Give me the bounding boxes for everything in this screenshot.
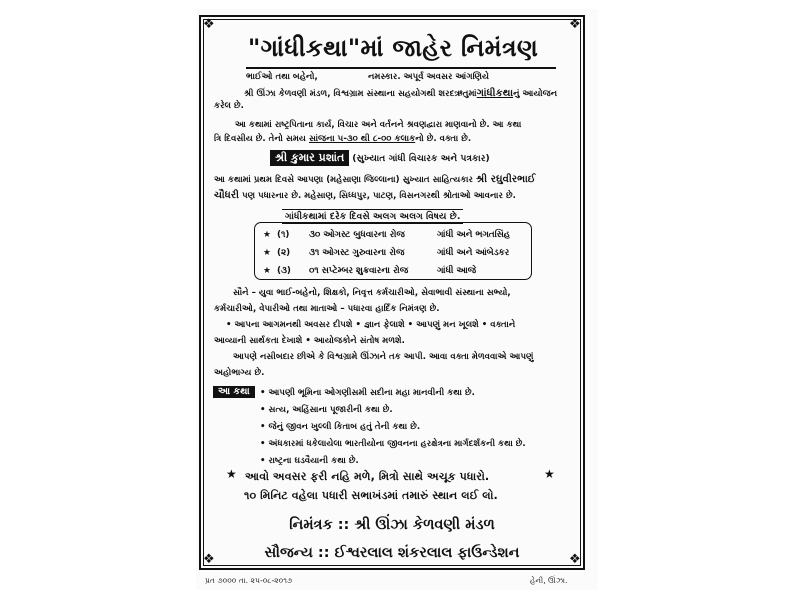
schedule-topic: ગાંધી આજે [437,266,476,276]
schedule-number: (૧) [277,230,290,240]
para2-line-2 [214,134,471,145]
para3-line-1 [214,174,536,186]
title-underline [246,67,556,69]
greeting-right: નમસ્કાર. અપૂર્વ અવસર આંગણિયે [368,72,490,82]
subject-heading: ગાંધીકથામાં દરેક દિવસે અલગ અલગ વિષય છે. [282,209,463,224]
courtesy-line: સૌજન્ય :: ઈશ્વરલાલ શંકરલાલ ફાઉન્ડેશન [264,545,520,561]
speaker-line [270,150,490,166]
intro-line [244,88,557,100]
footer-location: હેની, ઊંઝા. [530,576,568,585]
print-info: પ્રત ૭૦૦૦ તા. ૨૫-૦૮-૨૦૧૭ [205,576,293,585]
star-icon: ★ [263,248,271,258]
corner-ornament-icon: ❖ [569,552,581,567]
star-icon: ★ [226,467,237,481]
schedule-number: (૨) [277,248,291,258]
corner-ornament-icon: ❖ [203,552,215,567]
schedule-topic: ગાંધી અને ભગતસિંહ [437,230,510,240]
greeting-left: ભાઈઓ તથા બહેનો, [246,72,318,82]
schedule-row [263,230,525,240]
speaker-description: (સુખ્યાત ગાંધી વિચારક અને પત્રકાર) [352,153,490,164]
akatha-item: • જેનું જીવન ખુલ્લી કિતાબ હતું તેની કથા છે. [260,422,421,432]
intro-line-2: કરેલ છે. [214,101,244,111]
para2-tail: નો છે. વક્તા છે. [415,134,472,144]
akatha-label: આ કથા [213,386,255,398]
intro-text: શ્રી ઊંઝા કેળવણી મંડળ, વિશ્વગ્રામ સંસ્થાના સહયોગથી શરદઋતુમાં [244,89,477,99]
gandhikatha-emphasis: ગાંધીકથા [476,88,514,99]
para3-tail: પણ પધારનાર છે. મહેસાણ, સિધ્ધપુર, પાટણ, વિસનગરથી શ્રોતાઓ આવનાર છે. [242,191,516,201]
para2-text: ત્રિ દિવસીય છે. તેનો સમય [214,134,306,144]
closing-notice [223,467,558,510]
akatha-label-wrap [213,386,255,398]
para3-text: આ કથામાં પ્રથમ દિવસે આપણા (મહેસાણા જિલ્લાના) સુખ્યાત સાહિત્યકાર [214,175,473,185]
organizer-line: નિમંત્રક :: શ્રી ઊંઝા કેળવણી મંડળ [289,517,495,533]
para4-line-2: કર્મચારીઓ, વેપારીઓ તથા માતાઓ – પધારવા હાર્દિક નિમંત્રણ છે. [214,304,440,314]
intro-tail: નું આયોજન [513,89,558,99]
guest-surname: ચૌધરી [214,190,240,201]
para4-line-1: સૌને – યુવા ભાઈ-બહેનો, શિક્ષકો, નિવૃત્ત કર્મચારીઓ, સેવાભાવી સંસ્થાના સભ્યો, [233,288,511,298]
page-title: "ગાંધીકથા"માં જાહેર નિમંત્રણ [247,34,539,62]
star-icon: ★ [263,230,271,240]
para4-line-3: • આપના આગમનથી અવસર દીપશે • જ્ઞાન ફેલાશે • આપણું મન ખૂલશે • વક્તાને [226,320,516,330]
corner-ornament-icon: ❖ [203,17,215,32]
schedule-date: ૦૧ સપ્ટેમ્બર શુક્રવારના રોજ [309,266,409,276]
schedule-row [263,266,525,276]
schedule-date: ૩૦ ઓગસ્ટ બુધવારના રોજ [309,230,405,240]
closing-line-1: આવો અવસર ફરી નહિ મળે, મિત્રો સાથે અચૂક પધારો. [245,470,490,483]
star-icon: ★ [263,266,271,276]
para4-line-4: આવ્યાની સાર્થકતા દેખાશે • આયોજકોને સંતોષ મળશે. [214,336,405,346]
para3-line-2 [214,190,516,202]
speaker-name: શ્રી કુમાર પ્રશાંત [270,150,349,166]
schedule-row [263,248,525,258]
guest-name: શ્રી રઘુવીરભાઈ [475,174,536,185]
schedule-topic: ગાંધી અને આંબેડકર [437,248,510,258]
akatha-item: • આપણી ભૂમિના ઓગણીસમી સદીના મહા માનવીની કથા છે. [260,388,475,398]
para2-line-1: આ કથામાં રાષ્ટ્રપિતાના કાર્ય, વિચાર અને વર્તનને શ્રવણદ્વારા માણવાનો છે. આ કથા [235,120,522,130]
para5-line-2: અહોભાગ્ય છે. [214,368,265,378]
akatha-item: • રાષ્ટ્રના ઘડવૈયાની કથા છે. [260,456,359,466]
akatha-item: • સત્ય, અહિંસાના પૂજારીની કથા છે. [260,405,393,415]
event-time: સાંજના ૫-૩૦ થી ૮-૦૦ કલાક [308,134,416,144]
akatha-item: • અંધકારમાં ધકેલાયેલા ભારતીયોના જીવનના હરક્ષેત્રના માર્ગદર્શકની કથા છે. [260,439,526,449]
schedule-number: (૩) [277,266,291,276]
closing-line-2: ૧૦ મિનિટ વહેલા પધારી સભાખંડમાં તમારું સ્થાન લઈ લો. [244,489,498,502]
para5-line-1: આપણે નસીબદાર છીએ કે વિશ્વગ્રામે ઊંઝાને તક આપી. આવા વક્તા મેળવવાએ આપણું [233,352,534,362]
schedule-date: ૩૧ ઓગસ્ટ ગુરુવારના રોજ [309,248,405,258]
corner-ornament-icon: ❖ [569,17,581,32]
star-icon: ★ [544,467,555,481]
